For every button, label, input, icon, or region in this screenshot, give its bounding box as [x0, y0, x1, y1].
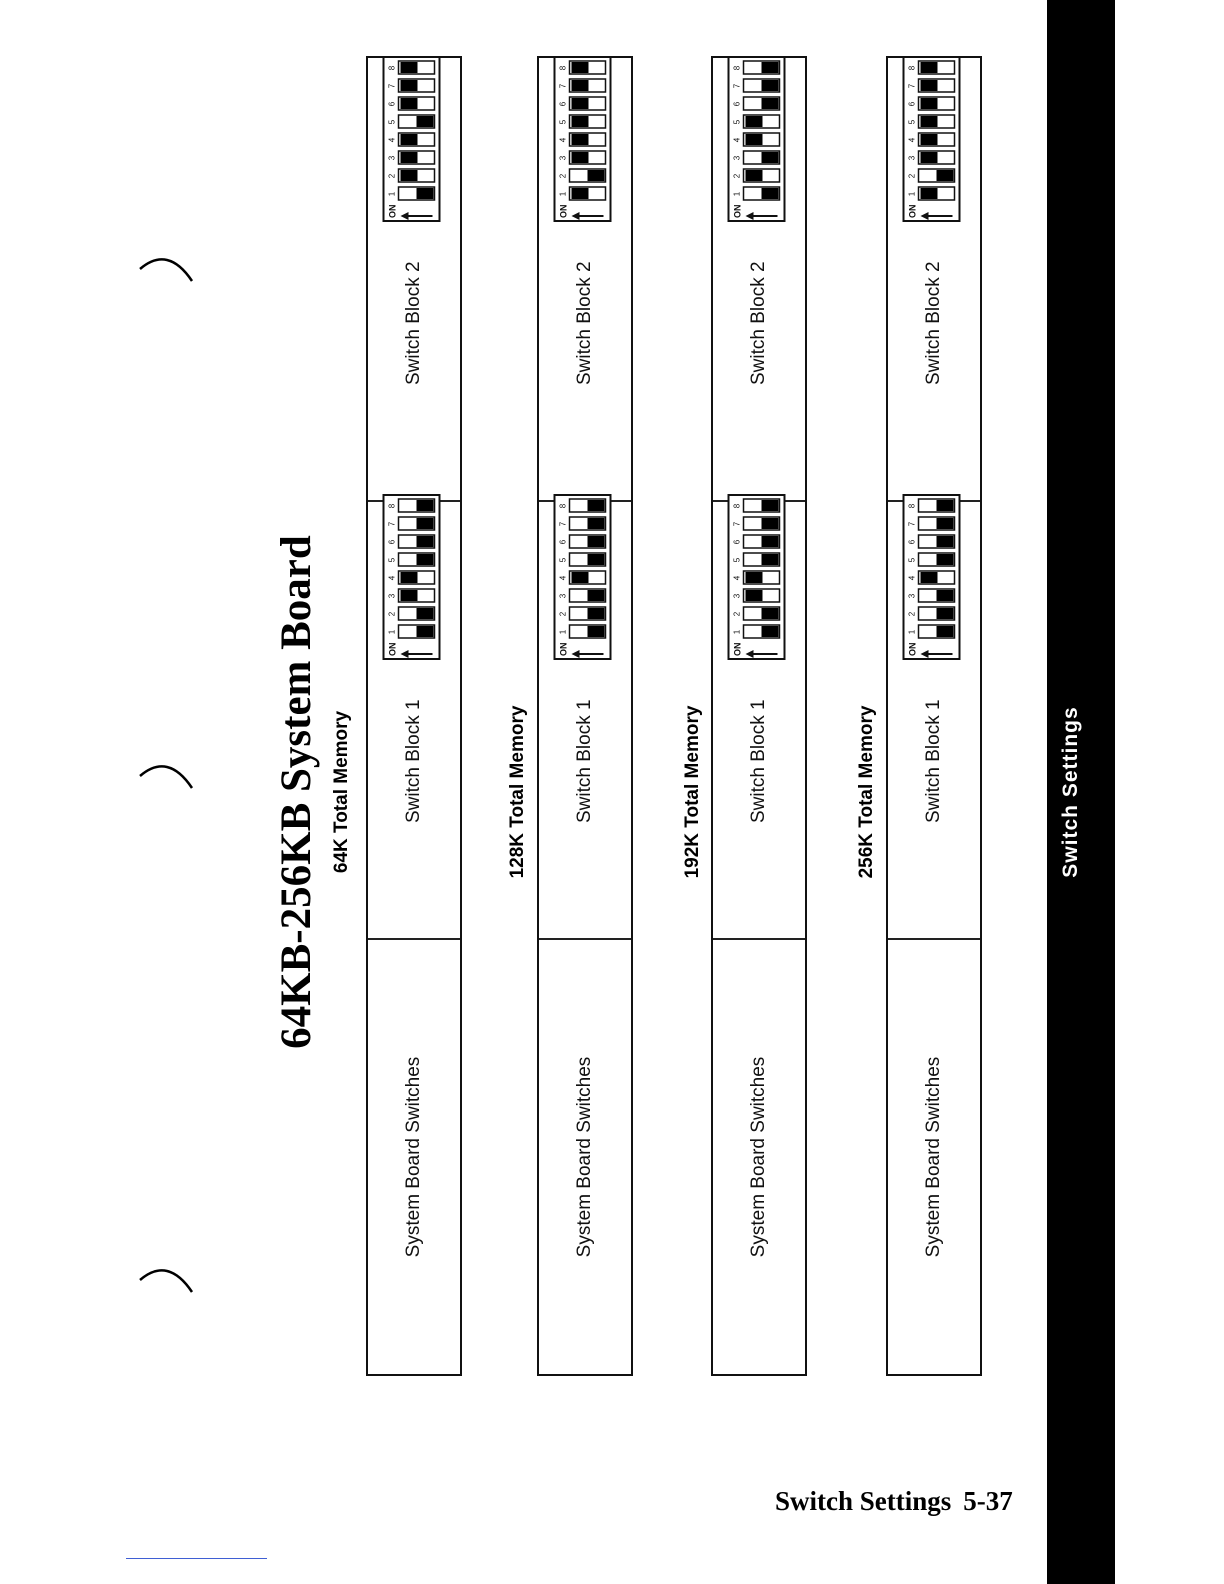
block2-label: Switch Block 2	[403, 261, 424, 385]
switch-lever	[401, 170, 418, 181]
switch-lever	[588, 536, 605, 547]
side-tab-label: Switch Settings	[1059, 706, 1082, 878]
switch-position-label: 5	[732, 557, 742, 563]
switch-position-label: 3	[732, 593, 742, 599]
block1-cell	[368, 500, 460, 938]
page-title: 64KB-256KB System Board	[273, 535, 320, 1049]
settings-row-192k	[711, 56, 807, 1376]
switch-lever	[572, 98, 589, 109]
switch-lever	[937, 500, 954, 511]
switch-position-label: 3	[558, 593, 568, 599]
switch-lever	[937, 608, 954, 619]
switch-lever	[937, 170, 954, 181]
block2-cell	[368, 58, 460, 500]
section-heading-128k: 128K Total Memory	[507, 705, 528, 879]
switch-lever	[937, 518, 954, 529]
on-label: ON	[732, 204, 743, 218]
switch-position-label: 8	[907, 503, 917, 509]
switch-position-label: 5	[558, 557, 568, 563]
switch-lever	[401, 590, 418, 601]
switch-position-label: 6	[387, 101, 397, 107]
block1-label: Switch Block 1	[923, 699, 944, 823]
switch-lever	[588, 170, 605, 181]
switch-lever	[572, 116, 589, 127]
dip-switch-graphic	[554, 494, 612, 660]
block1-label: Switch Block 1	[748, 699, 769, 823]
switch-position-label: 3	[558, 155, 568, 161]
switch-position-label: 3	[907, 593, 917, 599]
switch-lever	[417, 626, 434, 637]
switch-position-label: 1	[732, 629, 742, 635]
on-label: ON	[387, 642, 398, 656]
switch-position-label: 4	[907, 575, 917, 581]
switch-position-label: 6	[732, 539, 742, 545]
switch-position-label: 2	[907, 173, 917, 179]
switch-lever	[762, 536, 779, 547]
switch-position-label: 8	[387, 65, 397, 71]
dip-switch-block-2	[728, 56, 791, 222]
page-footer	[775, 1486, 1013, 1517]
switch-position-label: 1	[907, 629, 917, 635]
switch-position-label: 1	[558, 629, 568, 635]
block2-cell	[713, 58, 805, 500]
switch-position-label: 8	[732, 65, 742, 71]
switch-position-label: 2	[558, 173, 568, 179]
switch-position-label: 5	[907, 119, 917, 125]
block1-label: Switch Block 1	[574, 699, 595, 823]
switch-lever	[401, 572, 418, 583]
switch-lever	[572, 572, 589, 583]
switch-position-label: 7	[558, 83, 568, 89]
dip-switch-block-2	[383, 56, 446, 222]
on-label: ON	[907, 642, 918, 656]
on-label: ON	[558, 204, 569, 218]
switch-lever	[921, 80, 938, 91]
switch-position-label: 1	[907, 191, 917, 197]
settings-row-128k	[537, 56, 633, 1376]
switch-lever	[746, 134, 763, 145]
switch-position-label: 4	[732, 575, 742, 581]
switch-lever	[921, 134, 938, 145]
switch-position-label: 1	[558, 191, 568, 197]
switch-lever	[401, 98, 418, 109]
switch-position-label: 7	[732, 521, 742, 527]
switch-lever	[588, 590, 605, 601]
switch-position-label: 4	[558, 575, 568, 581]
switch-lever	[401, 134, 418, 145]
on-label: ON	[732, 642, 743, 656]
settings-row-256k	[886, 56, 982, 1376]
switch-position-label: 6	[558, 539, 568, 545]
block2-cell	[539, 58, 631, 500]
switch-position-label: 4	[907, 137, 917, 143]
block1-cell	[539, 500, 631, 938]
switch-lever	[921, 572, 938, 583]
switch-lever	[401, 80, 418, 91]
switch-position-label: 2	[732, 611, 742, 617]
switch-position-label: 7	[387, 83, 397, 89]
footer-page-number: 5-37	[963, 1486, 1013, 1516]
block1-cell	[888, 500, 980, 938]
switch-lever	[572, 62, 589, 73]
switch-lever	[762, 608, 779, 619]
board-cell	[888, 938, 980, 1374]
block2-label: Switch Block 2	[748, 261, 769, 385]
block2-label: Switch Block 2	[923, 261, 944, 385]
switch-position-label: 4	[558, 137, 568, 143]
dip-switch-graphic	[728, 56, 786, 222]
section-heading-256k: 256K Total Memory	[856, 705, 877, 879]
switch-lever	[572, 188, 589, 199]
switch-lever	[762, 98, 779, 109]
switch-lever	[937, 536, 954, 547]
switch-position-label: 5	[907, 557, 917, 563]
switch-lever	[762, 152, 779, 163]
board-label: System Board Switches	[748, 1056, 769, 1258]
switch-position-label: 5	[558, 119, 568, 125]
switch-position-label: 6	[907, 101, 917, 107]
switch-lever	[762, 188, 779, 199]
board-cell	[539, 938, 631, 1374]
block2-label: Switch Block 2	[574, 261, 595, 385]
switch-lever	[588, 518, 605, 529]
switch-lever	[746, 170, 763, 181]
switch-lever	[588, 554, 605, 565]
on-label: ON	[387, 204, 398, 218]
switch-position-label: 8	[732, 503, 742, 509]
switch-position-label: 4	[387, 575, 397, 581]
switch-lever	[746, 572, 763, 583]
dip-switch-block-2	[554, 56, 617, 222]
switch-lever	[417, 188, 434, 199]
switch-position-label: 2	[387, 173, 397, 179]
switch-position-label: 8	[558, 65, 568, 71]
switch-lever	[417, 116, 434, 127]
switch-lever	[937, 590, 954, 601]
switch-position-label: 5	[387, 557, 397, 563]
board-label: System Board Switches	[923, 1056, 944, 1258]
dip-switch-graphic	[903, 494, 961, 660]
switch-position-label: 7	[907, 83, 917, 89]
switch-lever	[572, 152, 589, 163]
switch-position-label: 8	[907, 65, 917, 71]
switch-position-label: 5	[732, 119, 742, 125]
footer-section: Switch Settings	[775, 1486, 952, 1516]
board-cell	[713, 938, 805, 1374]
dip-switch-block-1	[383, 494, 446, 660]
dip-switch-graphic	[383, 56, 441, 222]
switch-position-label: 3	[387, 593, 397, 599]
switch-lever	[588, 626, 605, 637]
switch-lever	[746, 116, 763, 127]
switch-lever	[417, 554, 434, 565]
dip-switch-graphic	[728, 494, 786, 660]
switch-position-label: 4	[732, 137, 742, 143]
board-label: System Board Switches	[574, 1056, 595, 1258]
switch-lever	[417, 500, 434, 511]
switch-position-label: 2	[387, 611, 397, 617]
block2-cell	[888, 58, 980, 500]
switch-lever	[588, 608, 605, 619]
board-cell	[368, 938, 460, 1374]
section-heading-64k: 64K Total Memory	[331, 710, 352, 874]
switch-position-label: 7	[387, 521, 397, 527]
switch-lever	[921, 62, 938, 73]
switch-lever	[921, 188, 938, 199]
switch-lever	[762, 554, 779, 565]
switch-position-label: 4	[387, 137, 397, 143]
switch-position-label: 2	[558, 611, 568, 617]
switch-lever	[762, 80, 779, 91]
block1-label: Switch Block 1	[403, 699, 424, 823]
switch-position-label: 7	[732, 83, 742, 89]
settings-row-64k	[366, 56, 462, 1376]
switch-position-label: 3	[732, 155, 742, 161]
switch-position-label: 6	[558, 101, 568, 107]
block1-cell	[713, 500, 805, 938]
switch-position-label: 5	[387, 119, 397, 125]
dip-switch-graphic	[903, 56, 961, 222]
switch-lever	[417, 608, 434, 619]
switch-lever	[762, 500, 779, 511]
switch-lever	[417, 518, 434, 529]
dip-switch-block-2	[903, 56, 966, 222]
section-heading-192k: 192K Total Memory	[682, 705, 703, 879]
switch-position-label: 6	[732, 101, 742, 107]
switch-position-label: 3	[907, 155, 917, 161]
dip-switch-graphic	[554, 56, 612, 222]
switch-position-label: 7	[907, 521, 917, 527]
switch-position-label: 1	[387, 629, 397, 635]
dip-switch-block-1	[728, 494, 791, 660]
switch-lever	[401, 62, 418, 73]
switch-lever	[921, 152, 938, 163]
dip-switch-block-1	[554, 494, 617, 660]
switch-position-label: 7	[558, 521, 568, 527]
switch-lever	[572, 134, 589, 145]
board-label: System Board Switches	[403, 1056, 424, 1258]
switch-lever	[921, 98, 938, 109]
dip-switch-block-1	[903, 494, 966, 660]
switch-position-label: 8	[558, 503, 568, 509]
on-label: ON	[558, 642, 569, 656]
switch-lever	[937, 626, 954, 637]
switch-lever	[762, 62, 779, 73]
dip-switch-graphic	[383, 494, 441, 660]
switch-lever	[746, 590, 763, 601]
switch-position-label: 2	[732, 173, 742, 179]
switch-position-label: 3	[387, 155, 397, 161]
switch-lever	[762, 626, 779, 637]
switch-lever	[572, 80, 589, 91]
footer-rule	[126, 1558, 267, 1559]
switch-position-label: 6	[387, 539, 397, 545]
switch-lever	[417, 536, 434, 547]
switch-position-label: 8	[387, 503, 397, 509]
switch-position-label: 6	[907, 539, 917, 545]
switch-position-label: 2	[907, 611, 917, 617]
switch-lever	[588, 500, 605, 511]
on-label: ON	[907, 204, 918, 218]
switch-lever	[401, 152, 418, 163]
switch-position-label: 1	[387, 191, 397, 197]
switch-lever	[762, 518, 779, 529]
switch-position-label: 1	[732, 191, 742, 197]
switch-lever	[937, 554, 954, 565]
switch-lever	[921, 116, 938, 127]
